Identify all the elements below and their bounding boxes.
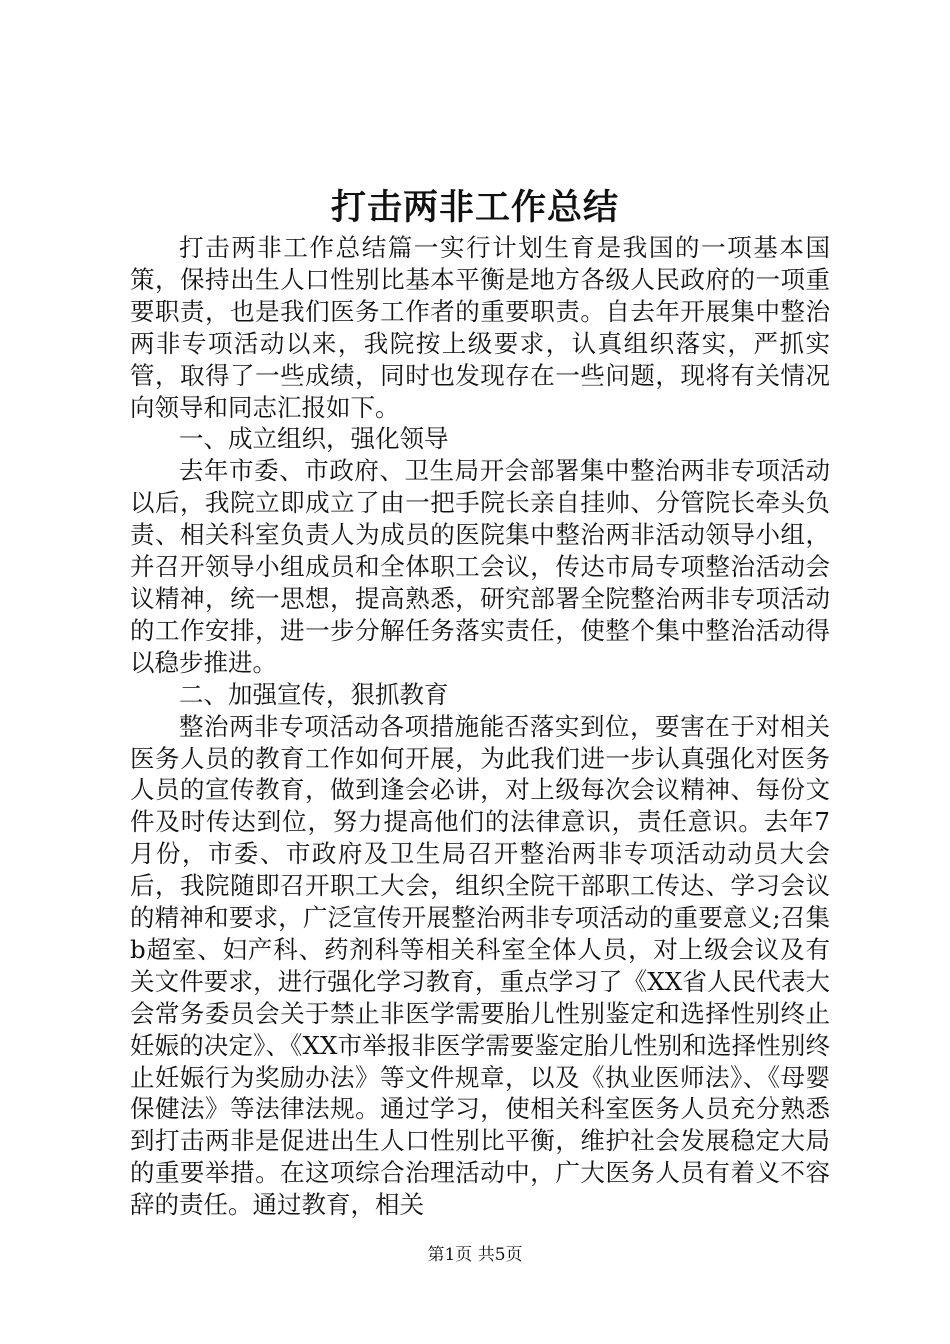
paragraph-intro: 打击两非工作总结篇一实行计划生育是我国的一项基本国策，保持出生人口性别比基本平衡是地方各级人民政府的一项重要职责，也是我们医务工作者的重要职责。自去年开展集中整治两非专项活动以来，我院按上级要求，认真组织落实，严抓实管，取得了一些成绩，同时也发现存在一些问题，现将有关情况向领导和同志汇报如下。 <box>130 233 830 422</box>
section-heading-2: 二、加强宣传，狠抓教育 <box>179 679 449 709</box>
page-footer: 第1页 共5页 <box>427 1245 523 1265</box>
paragraph-section-2: 整治两非专项活动各项措施能否落实到位，要害在于对相关医务人员的教育工作如何开展，为此我们进一步认真强化对医务人员的宣传教育，做到逢会必讲，对上级每次会议精神、每份文件及时传达到位，努力提高他们的法律意识，责任意识。去年7月份，市委、市政府及卫生局召开整治两非专项活动动员大会后，我院随即召开职工大会，组织全院干部职工传达、学习会议的精神和要求，广泛宣传开展整治两非专项活动的重要意义;召集b超室、妇产科、药剂科等相关科室全体人员，对上级会议及有关文件要求，进行强化学习教育，重点学习了《XX省人民代表大会常务委员会关于禁止非医学需要胎儿性别鉴定和选择性别终止妊娠的决定》、《XX市举报非医学需要鉴定胎儿性别和选择性别终止妊娠行为奖励办法》等文件规章，以及《执业医师法》、《母婴保健法》等法律法规。通过学习，使相关科室医务人员充分熟悉到打击两非是促进出生人口性别比平衡，维护社会发展稳定大局的重要举措。在这项综合治理活动中，广大医务人员有着义不容辞的责任。通过教育，相关 <box>130 711 830 1220</box>
document-body <box>130 232 830 1221</box>
document-title: 打击两非工作总结 <box>330 187 619 228</box>
section-heading-1: 一、成立组织，强化领导 <box>179 424 449 454</box>
paragraph-section-1: 去年市委、市政府、卫生局开会部署集中整治两非专项活动以后，我院立即成立了由一把手院长亲自挂帅、分管院长牵头负责、相关科室负责人为成员的医院集中整治两非活动领导小组，并召开领导小组成员和全体职工会议，传达市局专项整治活动会议精神，统一思想，提高熟悉，研究部署全院整治两非专项活动的工作安排，进一步分解任务落实责任，使整个集中整治活动得以稳步推进。 <box>130 456 830 677</box>
